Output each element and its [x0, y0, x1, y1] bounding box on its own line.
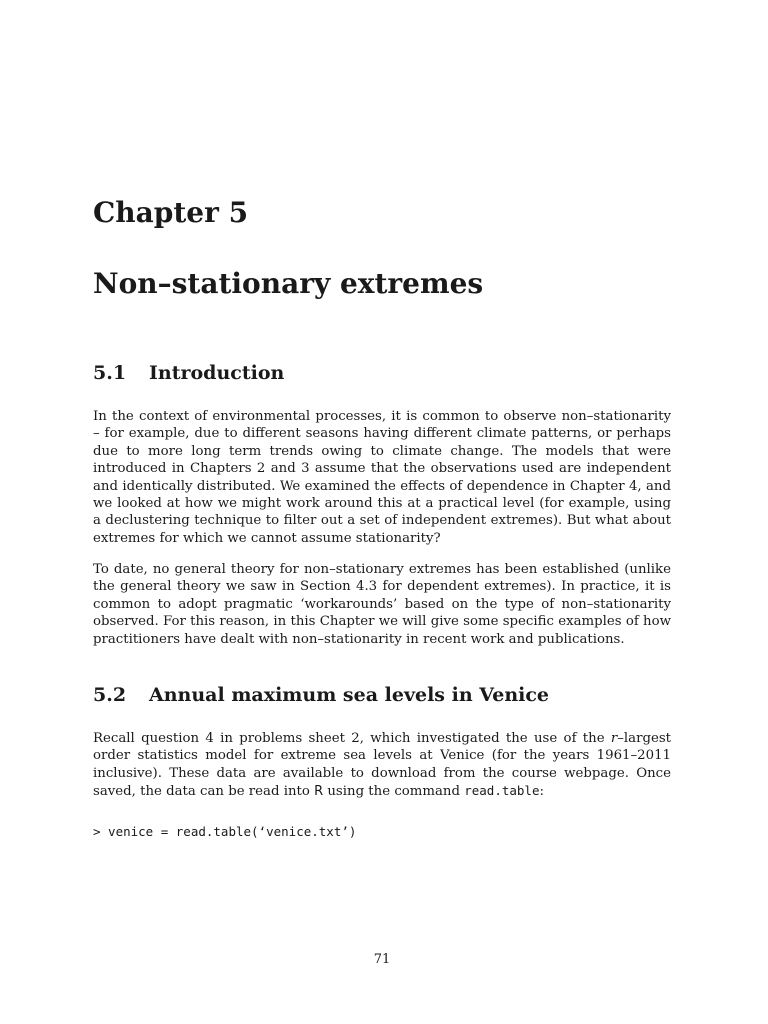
page-number: 71	[373, 952, 391, 967]
r-software-name: R	[314, 784, 324, 800]
intro-paragraph-1: In the context of environmental processes, it is common to observe non–stationarity – for example, due to different seasons having different climate patterns, or perhaps due to more long term trends owing to climate change. The models that were introduced in Chapters 2 and 3 assume that the observations used are independent and identically distributed. We examined the effects of dependence in Chapter 4, and we looked at how we might work around this at a practical level (for example, using a declustering technique to filter out a set of independent extremes). But what about extremes for which we cannot assume stationarity?	[93, 409, 671, 546]
venice-text-part-2: –largest order statistics model for extreme sea levels at Venice (for the years 1961–2011 inclusive). These data are available to download from the course webpage. Once saved, the data can be read into	[93, 731, 671, 800]
venice-text-part-4: :	[539, 784, 544, 800]
inline-code-read-table: read.table	[464, 783, 540, 799]
venice-text-part-3: using the command	[323, 784, 465, 800]
intro-paragraph-2: To date, no general theory for non–stationary extremes has been established (unlike the general theory we saw in Section 4.3 for dependent extremes). In practice, it is common to adopt pragmatic ‘workarounds’ based on the type of non–stationarity observed. For this reason, in this Chapter we will give some specific examples of how practitioners have dealt with non–stationarity in recent work and publications.	[93, 562, 671, 647]
venice-text-part-1: Recall question 4 in problems sheet 2, which investigated the use of the	[93, 731, 611, 746]
chapter-title: Non–stationary extremes	[93, 267, 484, 300]
section-heading-introduction	[93, 362, 284, 384]
code-block-line: > venice = read.table(‘venice.txt’)	[93, 824, 357, 839]
venice-paragraph-1	[93, 730, 671, 801]
section-number: 5.2	[93, 684, 127, 706]
section-heading-venice	[93, 684, 549, 706]
chapter-label: Chapter 5	[93, 196, 249, 229]
section-number: 5.1	[93, 362, 127, 384]
section-title: Annual maximum sea levels in Venice	[149, 684, 550, 706]
r-variable: r	[610, 731, 618, 746]
section-title: Introduction	[149, 362, 285, 384]
